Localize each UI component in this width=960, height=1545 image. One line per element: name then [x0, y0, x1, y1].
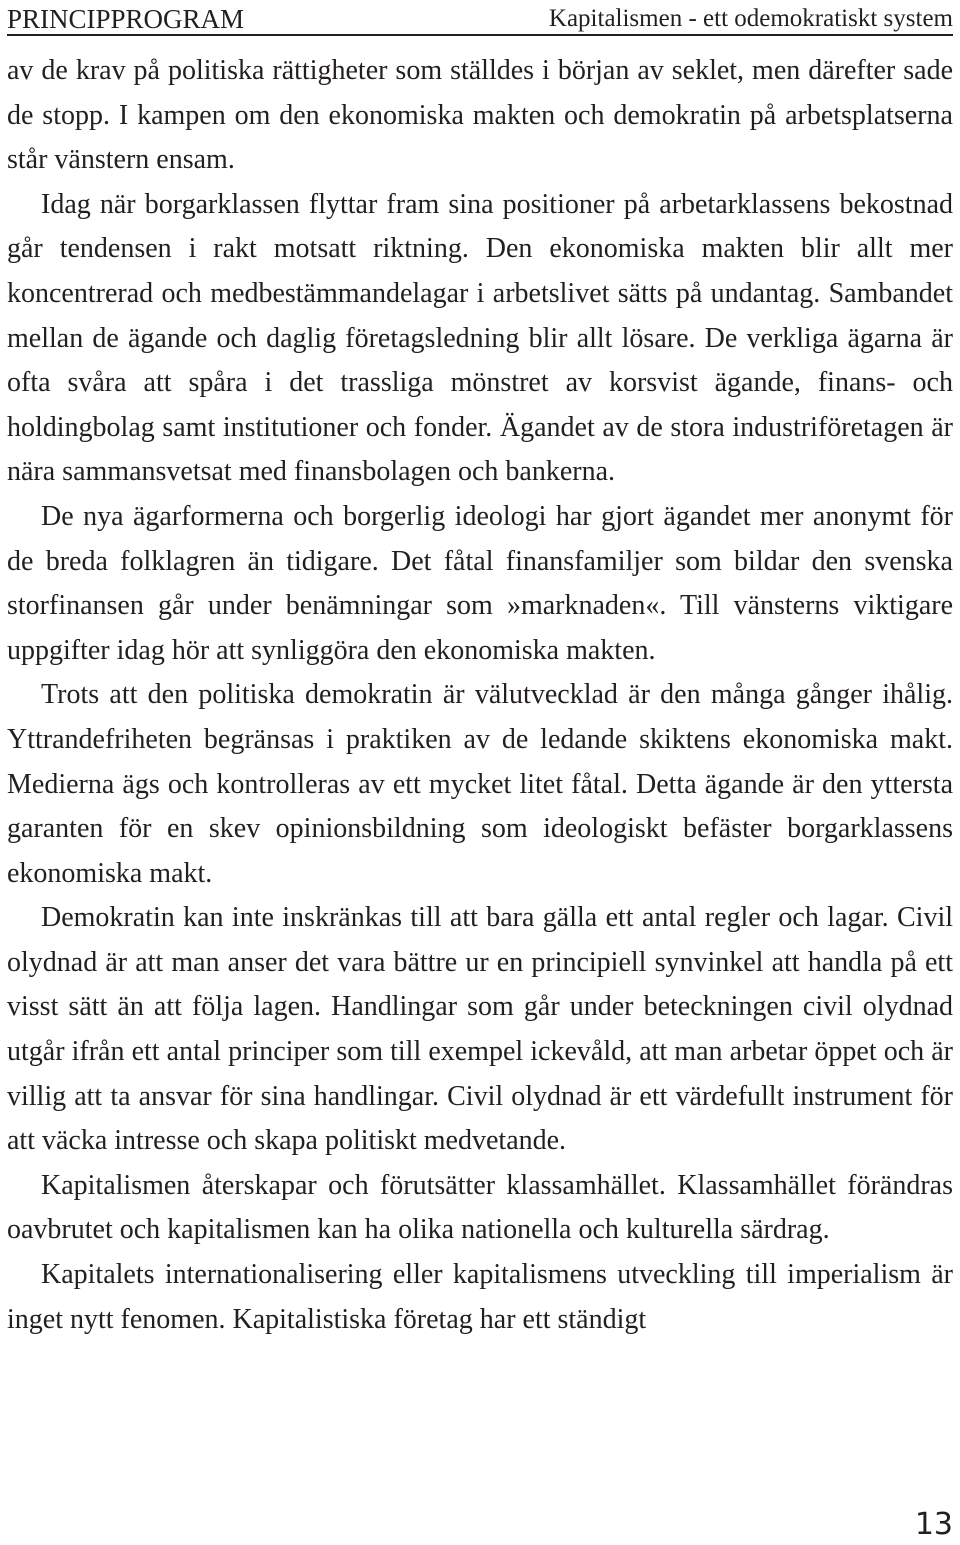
document-page	[7, 0, 953, 1545]
running-header	[7, 4, 953, 36]
paragraph: Kapitalismen återskapar och förutsätter klassamhället. Klassamhället förändras oavbrutet och kapitalismen kan ha olika nationella och kulturella särdrag.	[7, 1169, 953, 1246]
paragraph: De nya ägarformerna och borgerlig ideologi har gjort ägandet mer anonymt för de breda folklagren än tidigare. Det fåtal finansfamiljer som bildar den svenska storfinansen går under benämningar som »marknaden«. Till vänsterns viktigare uppgifter idag hör att synliggöra den ekonomiska makten.	[7, 500, 953, 666]
page-number: 13	[914, 1507, 953, 1542]
paragraph-continued: av de krav på politiska rättigheter som ställdes i början av seklet, men därefter sade de stopp. I kampen om den ekonomiska makten och demokratin på arbetsplatserna står vänstern ensam.	[7, 55, 953, 176]
paragraph: Idag när borgarklassen flyttar fram sina positioner på arbetarklassens bekostnad går tendensen i rakt motsatt riktning. Den ekonomiska makten blir allt mer koncentrerad och medbestämmandelagar i arbetslivet sätts på undantag. Sambandet mellan de ägande och daglig företagsledning blir allt lösare. De verkliga ägarna är ofta svåra att spåra i det trassliga mönstret av korsvist ägande, finans- och holdingbolag samt institutioner och fonder. Ägandet av de stora industriföretagen är nära sammansvetsat med finansbolagen och bankerna.	[7, 188, 953, 488]
header-section-title: PRINCIPPROGRAM	[7, 4, 245, 34]
paragraph: Trots att den politiska demokratin är välutvecklad är den många gånger ihålig. Yttrandefriheten begränsas i praktiken av de ledande skiktens ekonomiska makt. Medierna ägs och kontrolleras av ett mycket litet fåtal. Detta ägande är den yttersta garanten för en skev opinionsbildning som ideologiskt befäster borgarklassens ekonomiska makt.	[7, 679, 953, 889]
header-chapter-title: Kapitalismen - ett odemokratiskt system	[548, 5, 953, 32]
paragraph: Demokratin kan inte inskränkas till att bara gälla ett antal regler och lagar. Civil olydnad är att man anser det vara bättre ur en principiell synvinkel att handla på ett visst sätt än att följa lagen. Handlingar som går under beteckningen civil olydnad utgår ifrån ett antal principer som till exempel ickevåld, att man arbetar öppet och är villig att ta ansvar för sina handlingar. Civil olydnad är ett värdefullt instrument för att väcka intresse och skapa politiskt medvetande.	[7, 902, 953, 1157]
paragraph: Kapitalets internationalisering eller kapitalismens utveckling till imperialism är inget nytt fenomen. Kapitalistiska företag har ett ständigt	[7, 1259, 953, 1335]
body-text	[7, 49, 953, 1342]
